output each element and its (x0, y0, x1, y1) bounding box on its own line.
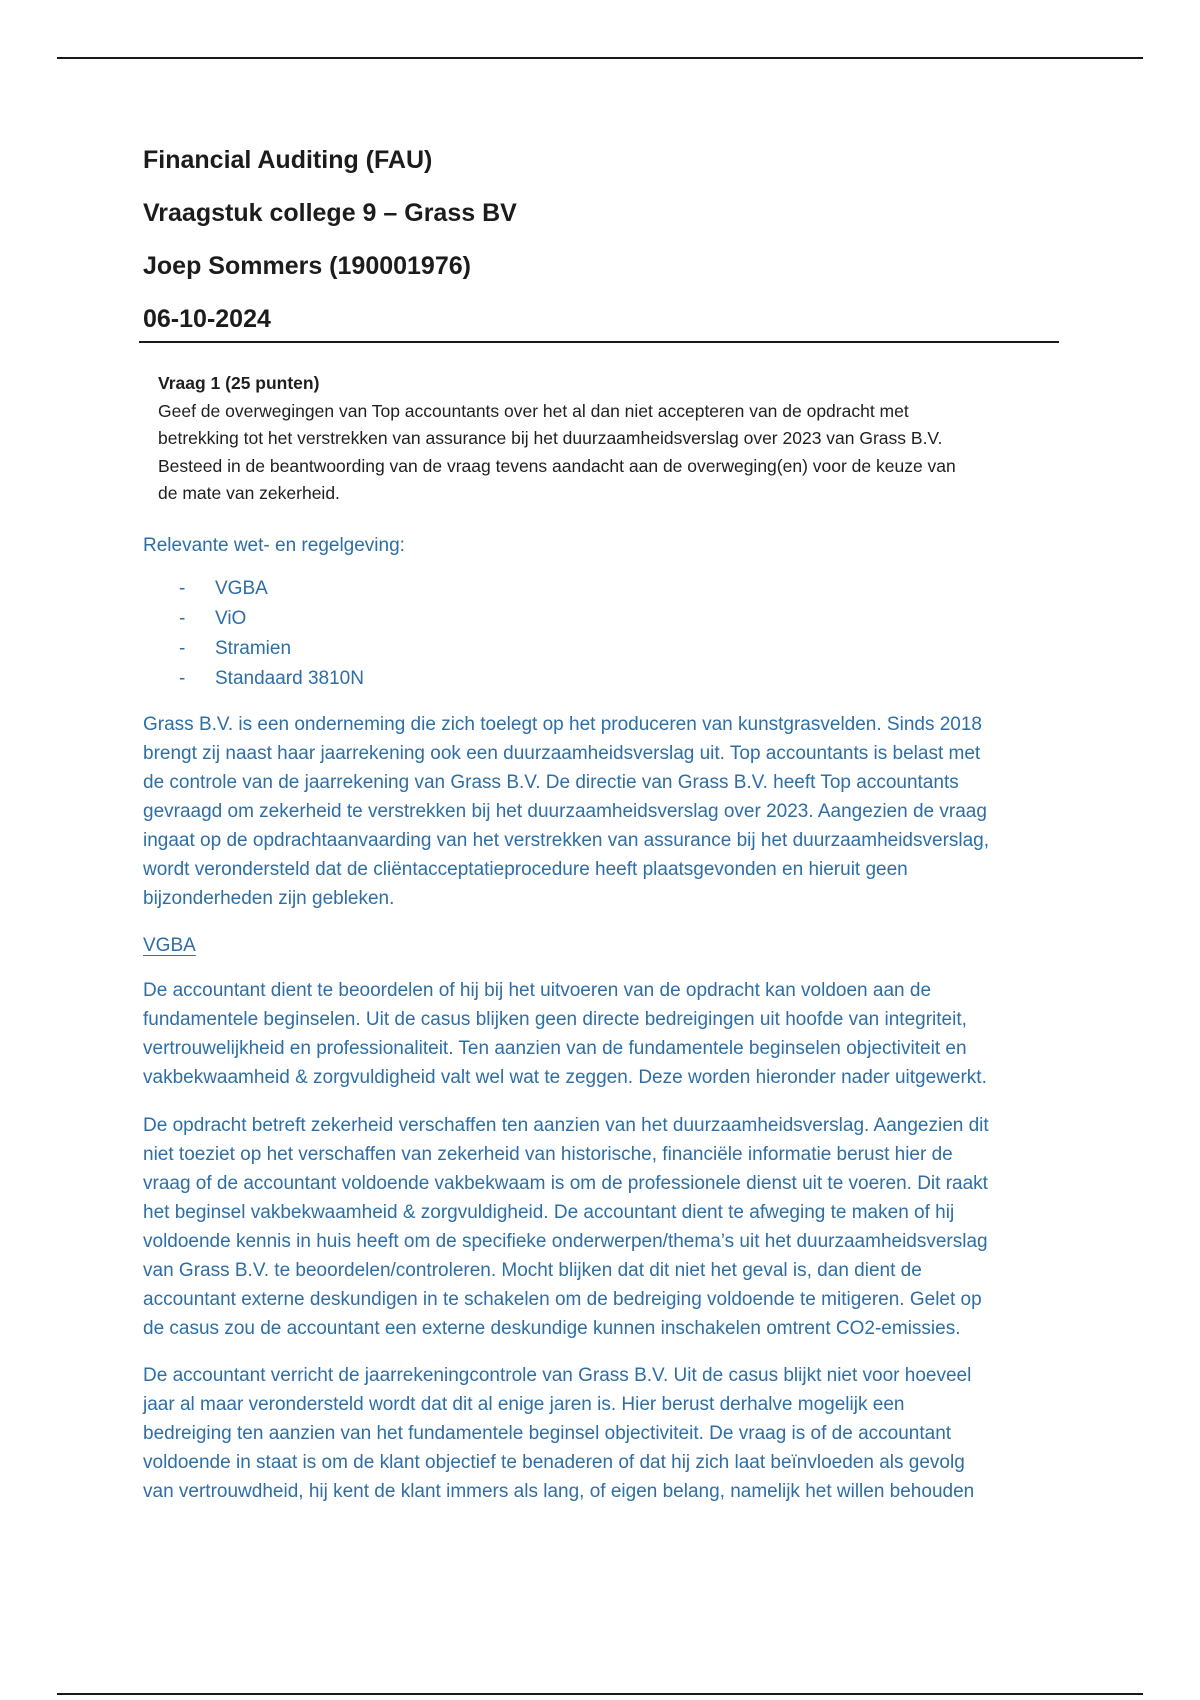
section-heading: VGBA (143, 935, 196, 956)
paragraph-line: jaar al maar verondersteld wordt dat dit al enige jaren is. Hier berust derhalve mogelijk een (143, 1394, 905, 1415)
paragraph-line: ingaat op de opdrachtaanvaarding van het verstrekken van assurance bij het duurzaamheidsverslag, (143, 830, 990, 851)
document-date: 06-10-2024 (143, 305, 271, 333)
question-line: Geef de overwegingen van Top accountants over het al dan niet accepteren van de opdracht met (158, 400, 909, 421)
paragraph-line: accountant externe deskundigen in te schakelen om de bedreiging voldoende te mitigeren. Gelet op (143, 1289, 982, 1310)
list-item: - ViO (179, 608, 247, 629)
paragraph-line: voldoende in staat is om de klant objectief te benaderen of dat hij zich laat beïnvloeden als gevolg (143, 1452, 965, 1473)
paragraph-line: De opdracht betreft zekerheid verschaffen ten aanzien van het duurzaamheidsverslag. Aangezien dit (143, 1115, 989, 1136)
vgba-paragraph (143, 976, 1063, 1092)
paragraph-line: wordt verondersteld dat de cliëntacceptatieprocedure heeft plaatsgevonden en hieruit geen (143, 859, 908, 880)
question-block (158, 370, 1038, 508)
paragraph-line: van Grass B.V. te beoordelen/controleren. Mocht blijken dat dit niet het geval is, dan dient de (143, 1260, 922, 1281)
student-name: Joep Sommers (190001976) (143, 252, 471, 280)
paragraph-line: brengt zij naast haar jaarrekening ook een duurzaamheidsverslag uit. Top accountants is belast met (143, 743, 981, 764)
regulations-label: Relevante wet- en regelgeving: (143, 535, 405, 556)
regulations-section (143, 531, 1063, 694)
question-title: Vraag 1 (25 punten) (158, 373, 320, 393)
list-item: - Stramien (179, 638, 292, 659)
header-divider (139, 341, 1059, 343)
paragraph-line: van vertrouwdheid, hij kent de klant immers als lang, of eigen belang, namelijk het willen behouden (143, 1481, 975, 1502)
paragraph-line: bijzonderheden zijn gebleken. (143, 888, 395, 909)
question-line: betrekking tot het verstrekken van assurance bij het duurzaamheidsverslag over 2023 van Grass B.V. (158, 428, 943, 448)
paragraph-line: niet toeziet op het verschaffen van zekerheid van historische, financiële informatie berust hier de (143, 1144, 953, 1165)
paragraph-line: fundamentele beginselen. Uit de casus blijken geen directe bedreigingen uit hoofde van integriteit, (143, 1009, 967, 1030)
paragraph-line: de controle van de jaarrekening van Grass B.V. De directie van Grass B.V. heeft Top accountants (143, 772, 959, 793)
paragraph-line: de casus zou de accountant een externe deskundige kunnen inschakelen omtrent CO2-emissies. (143, 1318, 961, 1339)
vgba-heading-block (143, 931, 1063, 960)
list-item: - Standaard 3810N (179, 668, 364, 689)
page-top-rule (57, 57, 1143, 59)
assignment-title: Vraagstuk college 9 – Grass BV (143, 199, 517, 227)
paragraph-line: voldoende kennis in huis heeft om de specifieke onderwerpen/thema’s uit het duurzaamheidsverslag (143, 1231, 988, 1252)
competence-paragraph (143, 1111, 1063, 1343)
paragraph-line: vertrouwelijkheid en professionaliteit. Ten aanzien van de fundamentele beginselen objectiviteit en (143, 1038, 967, 1059)
course-title: Financial Auditing (FAU) (143, 146, 433, 174)
page-bottom-rule (57, 1693, 1143, 1695)
document-header (143, 140, 1063, 352)
objectivity-paragraph (143, 1361, 1063, 1506)
question-line: Besteed in de beantwoording van de vraag tevens aandacht aan de overweging(en) voor de keuze van (158, 455, 956, 476)
paragraph-line: Grass B.V. is een onderneming die zich toelegt op het produceren van kunstgrasvelden. Sinds 2018 (143, 714, 982, 735)
list-item: - VGBA (179, 578, 268, 599)
paragraph-line: vraag of de accountant voldoende vakbekwaam is om de professionele dienst uit te voeren. Dit raakt (143, 1173, 988, 1194)
paragraph-line: De accountant dient te beoordelen of hij bij het uitvoeren van de opdracht kan voldoen aan de (143, 980, 932, 1001)
paragraph-line: vakbekwaamheid & zorgvuldigheid valt wel wat te zeggen. Deze worden hieronder nader uitgewerkt. (143, 1067, 987, 1088)
paragraph-line: bedreiging ten aanzien van het fundamentele beginsel objectiviteit. De vraag is of de accountant (143, 1423, 952, 1444)
paragraph-line: gevraagd om zekerheid te verstrekken bij het duurzaamheidsverslag over 2023. Aangezien de vraag (143, 801, 987, 822)
regulations-list (143, 574, 1063, 694)
paragraph-line: De accountant verricht de jaarrekeningcontrole van Grass B.V. Uit de casus blijkt niet voor hoeveel (143, 1365, 972, 1386)
intro-paragraph (143, 710, 1063, 913)
question-line: de mate van zekerheid. (158, 483, 340, 503)
paragraph-line: het beginsel vakbekwaamheid & zorgvuldigheid. De accountant dient te afweging te maken of hij (143, 1202, 955, 1223)
